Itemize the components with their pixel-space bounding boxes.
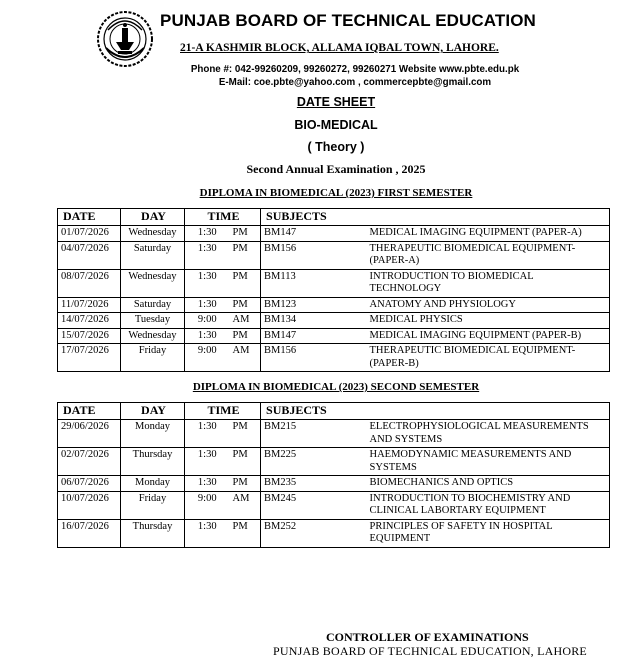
subject-code: BM147 (261, 328, 367, 344)
exam-time: 1:30 (185, 269, 230, 297)
subjects-column-header: SUBJECTS (261, 403, 610, 420)
exam-day: Wednesday (121, 328, 185, 344)
day-column-header: DAY (121, 209, 185, 226)
exam-time-period: AM (230, 344, 261, 372)
exam-time: 1:30 (185, 328, 230, 344)
exam-day: Friday (121, 344, 185, 372)
exam-day: Saturday (121, 297, 185, 313)
board-name: PUNJAB BOARD OF TECHNICAL EDUCATION (160, 11, 536, 30)
exam-time-period: PM (230, 328, 261, 344)
table-row (58, 241, 610, 269)
department-title: BIO-MEDICAL (294, 118, 378, 132)
table-row (58, 226, 610, 242)
exam-time: 1:30 (185, 297, 230, 313)
subject-name: MEDICAL IMAGING EQUIPMENT (PAPER-B) (367, 328, 610, 344)
table-row (58, 269, 610, 297)
exam-day: Thursday (121, 448, 185, 476)
subject-code: BM235 (261, 476, 367, 492)
exam-time: 9:00 (185, 313, 230, 329)
table-row (58, 313, 610, 329)
exam-time: 1:30 (185, 448, 230, 476)
date-sheet-title: DATE SHEET (296, 95, 376, 109)
first-semester-title: DIPLOMA IN BIOMEDICAL (2023) FIRST SEMESTER (199, 187, 473, 199)
exam-time-period: PM (230, 476, 261, 492)
exam-time: 1:30 (185, 476, 230, 492)
time-column-header: TIME (185, 403, 261, 420)
table-row (58, 519, 610, 547)
exam-date: 29/06/2026 (58, 420, 121, 448)
exam-time: 1:30 (185, 519, 230, 547)
subject-code: BM215 (261, 420, 367, 448)
email-line: E-Mail: coe.pbte@yahoo.com , commercepbte@gmail.com (218, 77, 492, 88)
subject-name: PRINCIPLES OF SAFETY IN HOSPITAL EQUIPMENT (367, 519, 610, 547)
table-header-row (58, 209, 610, 226)
table-header-row (58, 403, 610, 420)
subject-name: ELECTROPHYSIOLOGICAL MEASUREMENTS AND SYSTEMS (367, 420, 610, 448)
subject-code: BM245 (261, 491, 367, 519)
exam-day: Thursday (121, 519, 185, 547)
exam-date: 01/07/2026 (58, 226, 121, 242)
exam-time: 1:30 (185, 226, 230, 242)
subject-name: HAEMODYNAMIC MEASUREMENTS AND SYSTEMS (367, 448, 610, 476)
subject-name: THERAPEUTIC BIOMEDICAL EQUIPMENT-(PAPER-B) (367, 344, 610, 372)
exam-date: 08/07/2026 (58, 269, 121, 297)
exam-title: Second Annual Examination , 2025 (246, 162, 426, 176)
exam-date: 06/07/2026 (58, 476, 121, 492)
table-row (58, 491, 610, 519)
second-semester-title: DIPLOMA IN BIOMEDICAL (2023) SECOND SEMESTER (192, 381, 480, 393)
exam-day: Saturday (121, 241, 185, 269)
controller-title: CONTROLLER OF EXAMINATIONS (326, 630, 529, 644)
exam-day: Tuesday (121, 313, 185, 329)
exam-time-period: AM (230, 491, 261, 519)
exam-time-period: PM (230, 420, 261, 448)
exam-date: 04/07/2026 (58, 241, 121, 269)
controller-board: PUNJAB BOARD OF TECHNICAL EDUCATION, LAHORE (273, 644, 587, 658)
subjects-column-header: SUBJECTS (261, 209, 610, 226)
exam-time: 9:00 (185, 491, 230, 519)
exam-time-period: AM (230, 313, 261, 329)
exam-time: 1:30 (185, 241, 230, 269)
subject-code: BM156 (261, 241, 367, 269)
exam-time-period: PM (230, 448, 261, 476)
exam-day: Monday (121, 476, 185, 492)
subject-code: BM147 (261, 226, 367, 242)
time-column-header: TIME (185, 209, 261, 226)
exam-time: 9:00 (185, 344, 230, 372)
table-row (58, 420, 610, 448)
phone-website-line: Phone #: 042-99260209, 99260272, 99260271 Website www.pbte.edu.pk (190, 64, 520, 75)
table-row (58, 476, 610, 492)
table-row (58, 328, 610, 344)
first-semester-table (57, 208, 610, 372)
subject-name: BIOMECHANICS AND OPTICS (367, 476, 610, 492)
subject-code: BM252 (261, 519, 367, 547)
subject-name: INTRODUCTION TO BIOCHEMISTRY AND CLINICAL LABORTARY EQUIPMENT (367, 491, 610, 519)
exam-time: 1:30 (185, 420, 230, 448)
exam-time-period: PM (230, 226, 261, 242)
subject-name: THERAPEUTIC BIOMEDICAL EQUIPMENT-(PAPER-A) (367, 241, 610, 269)
exam-date: 11/07/2026 (58, 297, 121, 313)
exam-day: Wednesday (121, 226, 185, 242)
date-column-header: DATE (58, 403, 121, 420)
exam-date: 15/07/2026 (58, 328, 121, 344)
subject-name: MEDICAL PHYSICS (367, 313, 610, 329)
table-row (58, 344, 610, 372)
exam-time-period: PM (230, 241, 261, 269)
subject-code: BM113 (261, 269, 367, 297)
theory-label: ( Theory ) (307, 140, 365, 154)
exam-day: Friday (121, 491, 185, 519)
subject-code: BM134 (261, 313, 367, 329)
table-row (58, 448, 610, 476)
subject-code: BM225 (261, 448, 367, 476)
board-address: 21-A KASHMIR BLOCK, ALLAMA IQBAL TOWN, LAHORE. (180, 42, 499, 54)
board-seal-logo (96, 10, 154, 68)
subject-name: INTRODUCTION TO BIOMEDICAL TECHNOLOGY (367, 269, 610, 297)
subject-code: BM156 (261, 344, 367, 372)
exam-time-period: PM (230, 297, 261, 313)
exam-time-period: PM (230, 269, 261, 297)
exam-date: 16/07/2026 (58, 519, 121, 547)
table-row (58, 297, 610, 313)
day-column-header: DAY (121, 403, 185, 420)
second-semester-table (57, 402, 610, 548)
subject-code: BM123 (261, 297, 367, 313)
exam-day: Wednesday (121, 269, 185, 297)
exam-date: 17/07/2026 (58, 344, 121, 372)
exam-time-period: PM (230, 519, 261, 547)
date-column-header: DATE (58, 209, 121, 226)
exam-date: 10/07/2026 (58, 491, 121, 519)
exam-date: 02/07/2026 (58, 448, 121, 476)
exam-date: 14/07/2026 (58, 313, 121, 329)
exam-day: Monday (121, 420, 185, 448)
subject-name: ANATOMY AND PHYSIOLOGY (367, 297, 610, 313)
subject-name: MEDICAL IMAGING EQUIPMENT (PAPER-A) (367, 226, 610, 242)
